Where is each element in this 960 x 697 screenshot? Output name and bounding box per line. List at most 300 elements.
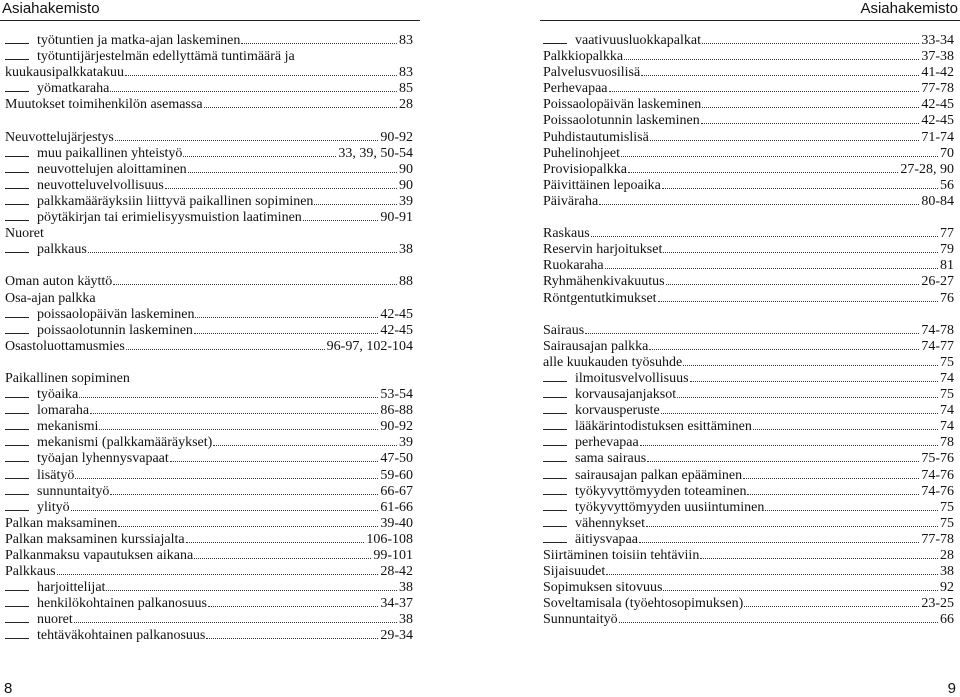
subentry-dash: [5, 429, 29, 430]
subentry-dash: [5, 252, 29, 253]
subentry-dash: [5, 606, 29, 607]
dot-leader: [110, 91, 397, 92]
page-reference: 90: [399, 177, 413, 193]
index-subentry: [5, 612, 413, 628]
index-entry: [543, 548, 954, 564]
dot-leader: [683, 365, 938, 366]
index-term: mekanismi (palkkamääräykset): [37, 435, 213, 451]
index-entry: [543, 65, 954, 81]
page-reference: 26-27: [921, 274, 954, 290]
subentry-dash: [5, 156, 29, 157]
page-reference: 66-67: [380, 483, 413, 499]
index-term: kuukausipalkkatakuu: [5, 65, 124, 81]
page-reference: 61-66: [380, 499, 413, 515]
index-term: Sopimuksen sitovuus: [543, 580, 663, 596]
dot-leader: [585, 333, 919, 334]
dot-leader: [658, 301, 938, 302]
dot-leader: [183, 156, 336, 157]
index-entry: [543, 226, 954, 242]
page-reference: 29-34: [380, 628, 413, 644]
dot-leader: [650, 140, 920, 141]
index-subentry: [5, 146, 413, 162]
index-term: Muutokset toimihenkilön asemassa: [5, 97, 203, 113]
index-term: Palkkaus: [5, 564, 56, 580]
index-subentry: [5, 33, 413, 49]
index-term: lääkärintodistuksen esittäminen: [575, 419, 752, 435]
index-term: lisätyö: [37, 467, 75, 483]
dot-leader: [605, 268, 938, 269]
dot-leader: [74, 622, 397, 623]
index-subentry: [543, 403, 954, 419]
page-reference: 80-84: [921, 193, 954, 209]
index-term: alle kuukauden työsuhde: [543, 354, 683, 370]
index-term: Reservin harjoitukset: [543, 242, 663, 258]
index-term: muu paikallinen yhteistyö: [37, 145, 183, 161]
index-term: Palvelusvuosilisä: [543, 65, 641, 81]
subentry-dash: [543, 413, 567, 414]
index-term: vähennykset: [575, 515, 645, 531]
index-entry: [543, 274, 954, 290]
index-column-left: [5, 33, 413, 645]
page-reference: 74-77: [921, 338, 954, 354]
page-reference: 39-40: [380, 515, 413, 531]
dot-leader: [88, 252, 397, 253]
page-reference: 28: [399, 97, 413, 113]
dot-leader: [79, 397, 378, 398]
page-reference: 47-50: [380, 451, 413, 467]
index-subentry: [543, 33, 954, 49]
index-subentry: [5, 162, 413, 178]
page-reference: 86-88: [380, 403, 413, 419]
page-reference: 42-45: [380, 322, 413, 338]
index-subentry: [5, 403, 413, 419]
dot-leader: [690, 381, 938, 382]
page-reference: 28-42: [380, 564, 413, 580]
index-entry: [543, 339, 954, 355]
page-reference: 90: [399, 161, 413, 177]
page-reference: 75: [940, 515, 954, 531]
index-entry: [543, 564, 954, 580]
index-term: Palkanmaksu vapautuksen aikana: [5, 548, 194, 563]
index-term: Oman auton käyttö: [5, 274, 113, 290]
index-subentry: [5, 194, 413, 210]
index-term: Siirtäminen toisiin tehtäviin: [543, 548, 700, 563]
index-term: pöytäkirjan tai erimielisyysmuistion laatiminen: [37, 210, 302, 226]
dot-leader: [753, 429, 938, 430]
page-reference: 90-92: [380, 419, 413, 435]
dot-leader: [113, 284, 397, 285]
dot-leader: [591, 236, 938, 237]
dot-leader: [628, 172, 898, 173]
index-subentry: [5, 468, 413, 484]
dot-leader: [213, 445, 397, 446]
index-subentry: [5, 419, 413, 435]
header-rule-left: [0, 20, 420, 21]
page-reference: 85: [399, 81, 413, 97]
index-term: äitiysvapaa: [575, 531, 638, 547]
page-reference: 28: [940, 548, 954, 563]
dot-leader: [208, 606, 378, 607]
subentry-dash: [543, 461, 567, 462]
page-reference: 74: [940, 419, 954, 435]
page-reference: 92: [940, 580, 954, 596]
page-reference: 75: [940, 499, 954, 515]
page-reference: 83: [399, 33, 413, 48]
subentry-dash: [5, 397, 29, 398]
dot-leader: [170, 461, 379, 462]
dot-leader: [649, 349, 919, 350]
subentry-dash: [5, 478, 29, 479]
page-reference: 39: [399, 435, 413, 451]
index-term: sunnuntaityö: [37, 483, 110, 499]
subentry-dash: [543, 397, 567, 398]
index-entry: [5, 130, 413, 146]
subentry-dash: [5, 510, 29, 511]
index-entry: [5, 339, 413, 355]
index-entry: [5, 97, 413, 113]
subentry-dash: [5, 413, 29, 414]
index-term: Puhdistautumislisä: [543, 129, 649, 145]
index-entry: [543, 113, 954, 129]
subentry-dash: [543, 478, 567, 479]
index-subentry: [543, 532, 954, 548]
dot-leader: [99, 429, 378, 430]
index-entry: [543, 81, 954, 97]
subentry-dash: [543, 542, 567, 543]
index-term: Poissaolotunnin laskeminen: [543, 113, 700, 129]
index-term: Osastoluottamusmies: [5, 338, 125, 354]
index-subentry: [5, 451, 413, 467]
subentry-dash: [5, 43, 29, 44]
index-term: lomaraha: [37, 403, 90, 419]
index-term: poissaolopäivän laskeminen: [37, 306, 195, 322]
index-entry: [543, 596, 954, 612]
index-term: harjoittelijat: [37, 580, 106, 596]
subentry-dash: [5, 317, 29, 318]
index-spacer: [543, 307, 954, 323]
index-term: Neuvottelujärjestys: [5, 129, 114, 145]
index-subentry: [5, 210, 413, 226]
dot-leader: [700, 558, 938, 559]
page-reference: 83: [399, 65, 413, 81]
page-reference: 38: [940, 564, 954, 580]
dot-leader: [747, 494, 919, 495]
page-reference: 39: [399, 193, 413, 209]
dot-leader: [90, 413, 378, 414]
index-term: Palkan maksaminen kurssiajalta: [5, 531, 185, 547]
index-term: Soveltamisala (työehtosopimuksen): [543, 596, 744, 612]
dot-leader: [663, 590, 938, 591]
index-subentry: [543, 419, 954, 435]
dot-leader: [204, 107, 397, 108]
page-reference: 56: [940, 177, 954, 193]
index-term: ylityö: [37, 499, 70, 515]
subentry-dash: [5, 333, 29, 334]
index-term: Röntgentutkimukset: [543, 290, 657, 306]
index-entry: [5, 226, 413, 242]
index-subentry: [543, 500, 954, 516]
subentry-dash: [543, 494, 567, 495]
index-entry: [5, 564, 413, 580]
dot-leader: [606, 574, 938, 575]
subentry-dash: [543, 43, 567, 44]
index-term: työtuntien ja matka-ajan laskeminen: [37, 33, 241, 48]
subentry-dash: [5, 220, 29, 221]
subentry-dash: [5, 622, 29, 623]
index-term: neuvottelujen aloittaminen: [37, 161, 187, 177]
dot-leader: [599, 204, 919, 205]
index-term: Sairaus: [543, 322, 585, 338]
index-term: Ruokaraha: [543, 258, 604, 274]
index-entry: [543, 291, 954, 307]
index-entry: [543, 355, 954, 371]
page-number-right: 9: [947, 680, 956, 697]
index-subentry: [543, 435, 954, 451]
page-reference: 76: [940, 290, 954, 306]
dot-leader: [765, 510, 938, 511]
index-term: Sairausajan palkka: [543, 338, 649, 354]
dot-leader: [609, 91, 920, 92]
index-term: korvausperuste: [575, 403, 660, 419]
dot-leader: [640, 445, 938, 446]
index-entry: [543, 162, 954, 178]
dot-leader: [71, 510, 379, 511]
index-subentry: [543, 387, 954, 403]
subentry-dash: [5, 172, 29, 173]
index-entry: [5, 532, 413, 548]
subentry-dash: [543, 381, 567, 382]
index-column-right: [543, 33, 954, 628]
index-subentry: [5, 580, 413, 596]
dot-leader: [619, 622, 938, 623]
page-reference: 42-45: [921, 113, 954, 129]
dot-leader: [744, 606, 919, 607]
page-reference: 88: [399, 274, 413, 290]
page-reference: 106-108: [366, 531, 413, 547]
dot-leader: [110, 494, 378, 495]
index-term: korvausajanjaksot: [575, 387, 677, 403]
page-reference: 81: [940, 258, 954, 274]
dot-leader: [206, 638, 378, 639]
subentry-dash: [543, 510, 567, 511]
index-subentry: [5, 242, 413, 258]
subentry-dash: [5, 461, 29, 462]
index-subentry: [5, 628, 413, 644]
page-reference: 77-78: [921, 531, 954, 547]
index-entry: [543, 97, 954, 113]
index-term: palkkamääräyksiin liittyvä paikallinen sopiminen: [37, 193, 314, 209]
index-subentry: [543, 371, 954, 387]
index-term: henkilökohtainen palkanosuus: [37, 596, 207, 612]
index-term: Perhevapaa: [543, 81, 608, 97]
index-term: työajan lyhennysvapaat: [37, 451, 169, 467]
dot-leader: [303, 220, 379, 221]
page-reference: 75-76: [921, 451, 954, 467]
index-subentry: [5, 81, 413, 97]
page-reference: 90-91: [380, 210, 413, 226]
page-reference: 90-92: [380, 129, 413, 145]
index-term: yömatkaraha: [37, 81, 110, 97]
index-term: neuvotteluvelvollisuus: [37, 177, 164, 193]
subentry-dash: [5, 494, 29, 495]
index-term: Päiväraha: [543, 193, 599, 209]
page-reference: 77: [940, 226, 954, 242]
index-term: sama sairaus: [575, 451, 647, 467]
subentry-dash: [5, 188, 29, 189]
page-reference: 42-45: [921, 97, 954, 113]
dot-leader: [621, 156, 938, 157]
index-term: mekanismi: [37, 419, 99, 435]
index-entry: [543, 178, 954, 194]
dot-leader: [106, 590, 397, 591]
index-entry: [543, 258, 954, 274]
subentry-dash: [5, 590, 29, 591]
dot-leader: [115, 140, 378, 141]
index-term: Osa-ajan palkka: [5, 290, 96, 306]
index-term: Puhelinohjeet: [543, 145, 620, 161]
dot-leader: [188, 172, 397, 173]
index-entry: [5, 274, 413, 290]
index-term: Päivittäinen lepoaika: [543, 177, 661, 193]
index-subentry: [543, 468, 954, 484]
dot-leader: [194, 333, 378, 334]
dot-leader: [702, 107, 919, 108]
index-entry: [5, 516, 413, 532]
dot-leader: [641, 75, 919, 76]
index-subentry: [5, 323, 413, 339]
index-entry: [543, 49, 954, 65]
index-term: Paikallinen sopiminen: [5, 370, 130, 386]
page-reference: 33, 39, 50-54: [338, 145, 413, 161]
dot-leader: [624, 59, 919, 60]
dot-leader: [677, 397, 938, 398]
index-spacer: [5, 113, 413, 129]
page-number-left: 8: [4, 680, 13, 697]
dot-leader: [314, 204, 397, 205]
page-reference: 53-54: [380, 387, 413, 403]
index-subentry: [5, 307, 413, 323]
index-spacer: [543, 210, 954, 226]
index-spacer: [5, 258, 413, 274]
index-term: Raskaus: [543, 226, 590, 242]
page-reference: 33-34: [921, 33, 954, 48]
page-reference: 99-101: [373, 548, 413, 563]
dot-leader: [126, 349, 325, 350]
page-reference: 71-74: [921, 129, 954, 145]
header-rule-right: [540, 20, 960, 21]
index-entry: [543, 194, 954, 210]
page-reference: 59-60: [380, 467, 413, 483]
page-reference: 37-38: [921, 49, 954, 65]
index-term: Ryhmähenkivakuutus: [543, 274, 665, 290]
page-reference: 74: [940, 403, 954, 419]
dot-leader: [194, 558, 371, 559]
index-term: työkyvyttömyyden toteaminen: [575, 483, 747, 499]
dot-leader: [57, 574, 379, 575]
dot-leader: [661, 413, 938, 414]
page-reference: 34-37: [380, 596, 413, 612]
index-term: Nuoret: [5, 226, 44, 242]
index-entry: [5, 548, 413, 564]
dot-leader: [186, 542, 365, 543]
subentry-dash: [5, 638, 29, 639]
index-term: Palkkiopalkka: [543, 49, 624, 65]
subentry-dash: [5, 59, 29, 60]
subentry-dash: [5, 91, 29, 92]
index-entry: [543, 323, 954, 339]
index-entry: [5, 65, 413, 81]
dot-leader: [165, 188, 397, 189]
page-reference: 70: [940, 145, 954, 161]
index-subentry: [5, 596, 413, 612]
index-term: Provisiopalkka: [543, 161, 627, 177]
subentry-dash: [5, 445, 29, 446]
index-subentry: [543, 484, 954, 500]
index-term: sairausajan palkan epääminen: [575, 467, 743, 483]
dot-leader: [743, 478, 919, 479]
index-term: työtuntijärjestelmän edellyttämä tuntimäärä ja: [37, 49, 295, 65]
page-reference: 75: [940, 354, 954, 370]
index-term: nuoret: [37, 612, 73, 628]
index-term: työkyvyttömyyden uusiintuminen: [575, 499, 765, 515]
page-reference: 27-28, 90: [900, 161, 954, 177]
index-entry: [543, 580, 954, 596]
index-term: Palkan maksaminen: [5, 515, 118, 531]
page-reference: 96-97, 102-104: [326, 338, 413, 354]
page-reference: 74-76: [921, 483, 954, 499]
index-term: tehtäväkohtainen palkanosuus: [37, 628, 206, 644]
dot-leader: [701, 123, 920, 124]
dot-leader: [639, 542, 919, 543]
dot-leader: [646, 526, 938, 527]
dot-leader: [75, 478, 378, 479]
page-reference: 74-78: [921, 322, 954, 338]
dot-leader: [647, 461, 919, 462]
dot-leader: [118, 526, 378, 527]
index-term: palkkaus: [37, 242, 87, 258]
dot-leader: [241, 43, 397, 44]
page-reference: 23-25: [921, 596, 954, 612]
index-entry: [5, 371, 413, 387]
dot-leader: [702, 43, 919, 44]
dot-leader: [195, 317, 378, 318]
page-reference: 38: [399, 242, 413, 258]
index-entry: [543, 130, 954, 146]
subentry-dash: [543, 429, 567, 430]
index-subentry: [5, 484, 413, 500]
page-reference: 38: [399, 580, 413, 596]
running-header-left: Asiahakemisto: [2, 0, 100, 17]
index-term: Sunnuntaityö: [543, 612, 618, 628]
subentry-dash: [543, 445, 567, 446]
dot-leader: [125, 75, 397, 76]
index-term: poissaolotunnin laskeminen: [37, 322, 193, 338]
page-reference: 79: [940, 242, 954, 258]
index-term: Poissaolopäivän laskeminen: [543, 97, 702, 113]
index-subentry: [5, 435, 413, 451]
page-reference: 75: [940, 387, 954, 403]
subentry-dash: [5, 204, 29, 205]
index-subentry: [5, 178, 413, 194]
index-term: perhevapaa: [575, 435, 639, 451]
running-header-right: Asiahakemisto: [860, 0, 958, 17]
index-entry: [543, 146, 954, 162]
dot-leader: [666, 284, 920, 285]
dot-leader: [662, 188, 938, 189]
index-entry: [543, 612, 954, 628]
page-reference: 38: [399, 612, 413, 628]
index-term: ilmoitusvelvollisuus: [575, 370, 689, 386]
